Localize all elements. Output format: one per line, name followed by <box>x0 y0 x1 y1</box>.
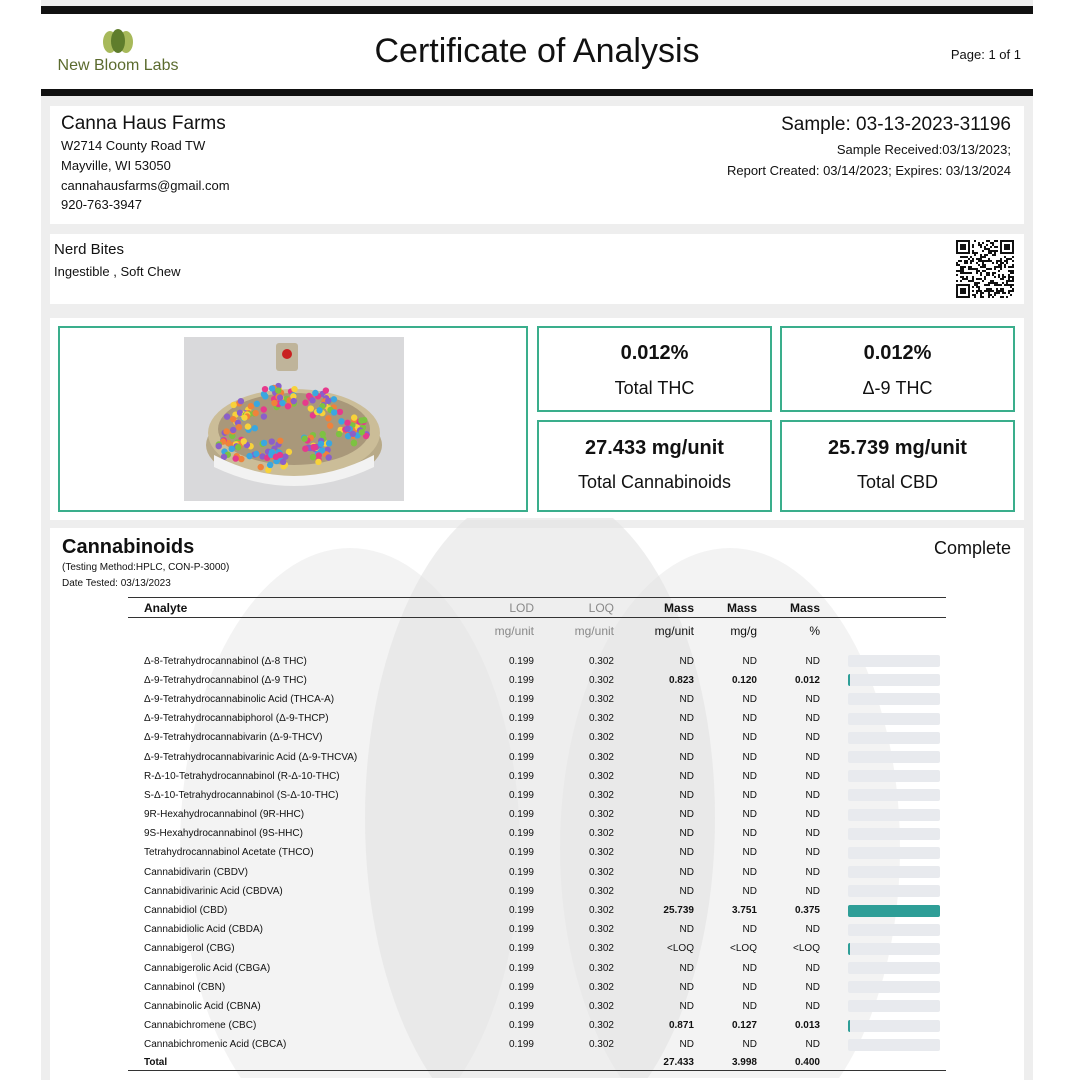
analyte-mass-pct: ND <box>805 713 820 725</box>
analyte-mass-mg-unit: ND <box>679 847 694 859</box>
analyte-bar-cell <box>820 978 946 997</box>
table-row <box>128 863 946 882</box>
analyte-mass-pct: ND <box>805 962 820 974</box>
client-email: cannahausfarms@gmail.com <box>61 178 230 193</box>
analyte-mass-mg-unit: ND <box>679 789 694 801</box>
table-row <box>128 843 946 862</box>
analyte-level-bar <box>848 962 940 974</box>
analyte-loq: 0.302 <box>588 962 614 974</box>
analyte-mass-mg-g: ND <box>742 1000 757 1012</box>
analyte-bar-cell <box>820 767 946 786</box>
analyte-mass-mg-unit: ND <box>679 924 694 936</box>
table-header-row <box>128 598 946 618</box>
analyte-level-bar <box>848 789 940 801</box>
analyte-mass-mg-g: ND <box>742 885 757 897</box>
unit-mg-unit: mg/unit <box>654 623 694 638</box>
table-row <box>128 767 946 786</box>
table-row <box>128 959 946 978</box>
summary-panel <box>50 318 1024 520</box>
analyte-lod: 0.199 <box>508 732 534 744</box>
analyte-mass-pct: ND <box>805 809 820 821</box>
analyte-bar-cell <box>820 728 946 747</box>
analyte-mass-mg-unit: ND <box>679 866 694 878</box>
analyte-mass-mg-g: ND <box>742 962 757 974</box>
cannabinoids-status: Complete <box>933 538 1011 558</box>
analyte-bar-cell <box>820 747 946 766</box>
analyte-name: 9S-Hexahydrocannabinol (9S-HHC) <box>144 828 303 840</box>
col-header-mass-pct: Mass <box>757 598 820 618</box>
client-address-line1: W2714 County Road TW <box>61 138 206 153</box>
testing-method: (Testing Method:HPLC, CON-P-3000) <box>62 562 230 573</box>
page-number: Page: 1 of 1 <box>950 47 1021 62</box>
table-row <box>128 690 946 709</box>
total-mass-pct: 0.400 <box>757 1054 820 1070</box>
analyte-name: Δ-9-Tetrahydrocannabivarin (Δ-9-THCV) <box>144 732 323 744</box>
total-cannabinoids-value: 27.433 mg/unit <box>585 437 724 459</box>
table-row <box>128 1016 946 1035</box>
sample-received: Sample Received:03/13/2023; <box>836 142 1011 157</box>
analyte-level-bar <box>848 1039 940 1051</box>
analyte-mass-pct: ND <box>805 1039 820 1051</box>
table-row <box>128 805 946 824</box>
analyte-mass-mg-g: ND <box>742 789 757 801</box>
unit-pct: % <box>809 623 820 638</box>
table-row <box>128 709 946 728</box>
analyte-loq: 0.302 <box>588 1020 614 1032</box>
analyte-name: Δ-9-Tetrahydrocannabinol (Δ-9 THC) <box>144 674 307 686</box>
analyte-lod: 0.199 <box>508 1039 534 1051</box>
lab-name: New Bloom Labs <box>57 57 179 74</box>
analyte-bar-cell <box>820 690 946 709</box>
analyte-lod: 0.199 <box>508 847 534 859</box>
table-row <box>128 728 946 747</box>
analyte-mass-pct: ND <box>805 751 820 763</box>
analyte-lod: 0.199 <box>508 905 534 917</box>
analyte-mass-mg-unit: ND <box>679 809 694 821</box>
analyte-level-bar <box>848 1020 940 1032</box>
col-header-mass-mg-unit: Mass <box>614 598 694 618</box>
analyte-name: Cannabidivarinic Acid (CBDVA) <box>144 885 283 897</box>
date-tested: Date Tested: 03/13/2023 <box>62 578 171 589</box>
analyte-lod: 0.199 <box>508 866 534 878</box>
table-row <box>128 652 946 671</box>
product-photo <box>184 337 404 501</box>
analyte-name: Δ-9-Tetrahydrocannabiphorol (Δ-9-THCP) <box>144 713 329 725</box>
table-row <box>128 747 946 766</box>
analyte-lod: 0.199 <box>508 655 534 667</box>
analyte-mass-mg-unit: ND <box>679 751 694 763</box>
analyte-name: Cannabidivarin (CBDV) <box>144 866 248 878</box>
analyte-name: Δ-9-Tetrahydrocannabivarinic Acid (Δ-9-THCVA) <box>144 751 358 763</box>
analyte-mass-mg-g: 3.751 <box>731 905 757 917</box>
analyte-bar-cell <box>820 652 946 671</box>
analyte-bar-cell <box>820 709 946 728</box>
col-header-bar <box>820 598 946 618</box>
analyte-name: Δ-9-Tetrahydrocannabinolic Acid (THCA-A) <box>144 693 335 705</box>
analyte-level-bar <box>848 981 940 993</box>
analyte-mass-mg-unit: 0.823 <box>668 674 694 686</box>
total-mass-mg-unit: 27.433 <box>614 1054 694 1070</box>
total-cannabinoids-label: Total Cannabinoids <box>577 472 732 492</box>
analyte-bar-cell <box>820 939 946 958</box>
analyte-level-bar <box>848 943 940 955</box>
units-row <box>128 618 946 644</box>
analyte-mass-pct: ND <box>805 924 820 936</box>
cannabinoids-table <box>128 597 946 1071</box>
product-name: Nerd Bites <box>54 241 125 258</box>
analyte-mass-mg-g: ND <box>742 770 757 782</box>
analyte-bar-cell <box>820 824 946 843</box>
stat-total-thc <box>537 326 772 412</box>
analyte-level-bar <box>848 693 940 705</box>
analyte-level-bar <box>848 885 940 897</box>
table-row <box>128 978 946 997</box>
analyte-mass-mg-g: <LOQ <box>730 943 757 955</box>
table-row <box>128 997 946 1016</box>
unit-loq: mg/unit <box>574 623 614 638</box>
analyte-bar-cell <box>820 805 946 824</box>
analyte-name: Cannabigerol (CBG) <box>144 943 235 955</box>
analyte-level-bar <box>848 809 940 821</box>
analyte-mass-mg-unit: ND <box>679 770 694 782</box>
document-header <box>41 14 1033 89</box>
analyte-lod: 0.199 <box>508 693 534 705</box>
analyte-bar-cell <box>820 671 946 690</box>
analyte-name: Cannabinol (CBN) <box>144 981 226 993</box>
analyte-name: Cannabigerolic Acid (CBGA) <box>144 962 271 974</box>
total-cbd-label: Total CBD <box>856 472 939 492</box>
analyte-level-bar <box>848 713 940 725</box>
analyte-lod: 0.199 <box>508 924 534 936</box>
analyte-mass-mg-unit: 25.739 <box>663 905 694 917</box>
analyte-mass-mg-unit: ND <box>679 828 694 840</box>
table-row <box>128 901 946 920</box>
analyte-level-bar <box>848 655 940 667</box>
analyte-level-bar <box>848 751 940 763</box>
product-photo-frame <box>58 326 528 512</box>
analyte-mass-pct: ND <box>805 847 820 859</box>
sample-id: Sample: 03-13-2023-31196 <box>781 114 1011 135</box>
analyte-level-fill <box>848 943 850 955</box>
analyte-mass-pct: ND <box>805 732 820 744</box>
analyte-bar-cell <box>820 786 946 805</box>
analyte-mass-pct: 0.012 <box>794 674 820 686</box>
client-panel <box>50 106 1024 224</box>
analyte-mass-pct: ND <box>805 828 820 840</box>
analyte-name: R-Δ-10-Tetrahydrocannabinol (R-Δ-10-THC) <box>144 770 340 782</box>
analyte-mass-mg-g: ND <box>742 713 757 725</box>
analyte-bar-cell <box>820 863 946 882</box>
analyte-loq: 0.302 <box>588 1039 614 1051</box>
analyte-loq: 0.302 <box>588 674 614 686</box>
analyte-lod: 0.199 <box>508 1020 534 1032</box>
qr-code-icon[interactable] <box>956 240 1014 303</box>
analyte-mass-mg-g: 0.127 <box>731 1020 757 1032</box>
analyte-mass-mg-unit: ND <box>679 732 694 744</box>
analyte-loq: 0.302 <box>588 789 614 801</box>
d9-thc-value: 0.012% <box>863 342 932 364</box>
analyte-name: Δ-8-Tetrahydrocannabinol (Δ-8 THC) <box>144 655 307 667</box>
analyte-level-bar <box>848 866 940 878</box>
analyte-mass-pct: ND <box>805 770 820 782</box>
analyte-lod: 0.199 <box>508 828 534 840</box>
analyte-bar-cell <box>820 959 946 978</box>
total-label: Total <box>128 1054 458 1070</box>
analyte-level-bar <box>848 924 940 936</box>
analyte-bar-cell <box>820 1035 946 1054</box>
analyte-level-fill <box>848 905 940 917</box>
analyte-mass-mg-g: ND <box>742 847 757 859</box>
analyte-lod: 0.199 <box>508 981 534 993</box>
report-dates: Report Created: 03/14/2023; Expires: 03/13/2024 <box>726 163 1011 178</box>
table-total-row <box>128 1054 946 1070</box>
header-rule <box>41 89 1033 96</box>
analyte-mass-pct: <LOQ <box>793 943 820 955</box>
product-panel <box>50 234 1024 304</box>
analyte-level-bar <box>848 828 940 840</box>
analyte-mass-mg-g: 0.120 <box>731 674 757 686</box>
analyte-mass-pct: ND <box>805 693 820 705</box>
analyte-mass-mg-g: ND <box>742 751 757 763</box>
analyte-name: Cannabinolic Acid (CBNA) <box>144 1000 261 1012</box>
table-row <box>128 882 946 901</box>
cannabinoids-title: Cannabinoids <box>62 536 195 558</box>
analyte-mass-pct: ND <box>805 885 820 897</box>
analyte-lod: 0.199 <box>508 809 534 821</box>
analyte-name: Cannabidiolic Acid (CBDA) <box>144 924 263 936</box>
analyte-level-bar <box>848 770 940 782</box>
analyte-bar-cell <box>820 920 946 939</box>
analyte-mass-mg-unit: <LOQ <box>667 943 694 955</box>
analyte-mass-pct: 0.375 <box>794 905 820 917</box>
analyte-level-bar <box>848 847 940 859</box>
client-phone: 920-763-3947 <box>61 197 142 212</box>
total-thc-value: 0.012% <box>620 342 689 364</box>
analyte-mass-pct: ND <box>805 866 820 878</box>
analyte-loq: 0.302 <box>588 693 614 705</box>
table-spacer <box>128 644 946 652</box>
analyte-name: S-Δ-10-Tetrahydrocannabinol (S-Δ-10-THC) <box>144 789 339 801</box>
analyte-mass-mg-g: ND <box>742 981 757 993</box>
analyte-lod: 0.199 <box>508 789 534 801</box>
analyte-lod: 0.199 <box>508 962 534 974</box>
total-thc-label: Total THC <box>614 378 695 398</box>
table-row <box>128 920 946 939</box>
analyte-loq: 0.302 <box>588 943 614 955</box>
col-header-analyte: Analyte <box>128 598 458 618</box>
analyte-mass-mg-unit: 0.871 <box>668 1020 694 1032</box>
analyte-mass-pct: ND <box>805 789 820 801</box>
analyte-level-fill <box>848 1020 850 1032</box>
analyte-mass-mg-g: ND <box>742 1039 757 1051</box>
analyte-level-fill <box>848 674 850 686</box>
analyte-mass-mg-g: ND <box>742 655 757 667</box>
analyte-name: Tetrahydrocannabinol Acetate (THCO) <box>144 847 314 859</box>
analyte-bar-cell <box>820 997 946 1016</box>
analyte-bar-cell <box>820 843 946 862</box>
analyte-mass-pct: ND <box>805 655 820 667</box>
analyte-mass-mg-g: ND <box>742 693 757 705</box>
analyte-bar-cell <box>820 882 946 901</box>
analyte-loq: 0.302 <box>588 905 614 917</box>
table-row <box>128 939 946 958</box>
analyte-lod: 0.199 <box>508 713 534 725</box>
stat-total-cannabinoids <box>537 420 772 512</box>
table-row <box>128 671 946 690</box>
total-mass-mg-g: 3.998 <box>694 1054 757 1070</box>
analyte-lod: 0.199 <box>508 751 534 763</box>
analyte-mass-mg-unit: ND <box>679 693 694 705</box>
analyte-loq: 0.302 <box>588 732 614 744</box>
analyte-loq: 0.302 <box>588 751 614 763</box>
analyte-mass-mg-unit: ND <box>679 962 694 974</box>
page-title: Certificate of Analysis <box>374 32 700 70</box>
analyte-level-bar <box>848 674 940 686</box>
d9-thc-label: Δ-9 THC <box>862 378 933 398</box>
cannabinoids-panel <box>50 528 1024 1080</box>
analyte-mass-mg-unit: ND <box>679 1039 694 1051</box>
analyte-loq: 0.302 <box>588 847 614 859</box>
analyte-loq: 0.302 <box>588 809 614 821</box>
analyte-name: Cannabidiol (CBD) <box>144 905 228 917</box>
total-cbd-value: 25.739 mg/unit <box>828 437 967 459</box>
analyte-mass-mg-unit: ND <box>679 981 694 993</box>
table-row <box>128 1035 946 1054</box>
analyte-mass-mg-unit: ND <box>679 885 694 897</box>
analyte-name: Cannabichromene (CBC) <box>144 1020 257 1032</box>
top-rule <box>41 6 1033 14</box>
stat-total-cbd <box>780 420 1015 512</box>
col-header-loq: LOQ <box>534 598 614 618</box>
analyte-lod: 0.199 <box>508 1000 534 1012</box>
analyte-loq: 0.302 <box>588 770 614 782</box>
unit-lod: mg/unit <box>494 623 534 638</box>
table-row <box>128 824 946 843</box>
stat-d9-thc <box>780 326 1015 412</box>
analyte-mass-mg-g: ND <box>742 828 757 840</box>
analyte-mass-mg-unit: ND <box>679 655 694 667</box>
analyte-lod: 0.199 <box>508 674 534 686</box>
product-type: Ingestible , Soft Chew <box>54 264 181 279</box>
client-name: Canna Haus Farms <box>61 113 226 134</box>
analyte-bar-cell <box>820 1016 946 1035</box>
analyte-level-bar <box>848 732 940 744</box>
analyte-lod: 0.199 <box>508 885 534 897</box>
analyte-mass-mg-g: ND <box>742 809 757 821</box>
analyte-loq: 0.302 <box>588 828 614 840</box>
table-row <box>128 786 946 805</box>
analyte-mass-mg-unit: ND <box>679 713 694 725</box>
client-address-line2: Mayville, WI 53050 <box>61 158 171 173</box>
analyte-mass-mg-g: ND <box>742 866 757 878</box>
analyte-loq: 0.302 <box>588 885 614 897</box>
analyte-loq: 0.302 <box>588 924 614 936</box>
analyte-mass-mg-unit: ND <box>679 1000 694 1012</box>
analyte-lod: 0.199 <box>508 770 534 782</box>
unit-mg-g: mg/g <box>730 623 757 638</box>
analyte-mass-pct: ND <box>805 981 820 993</box>
analyte-bar-cell <box>820 901 946 920</box>
analyte-level-bar <box>848 1000 940 1012</box>
analyte-mass-pct: ND <box>805 1000 820 1012</box>
analyte-level-bar <box>848 905 940 917</box>
analyte-mass-mg-g: ND <box>742 924 757 936</box>
col-header-mass-mg-g: Mass <box>694 598 757 618</box>
analyte-mass-pct: 0.013 <box>794 1020 820 1032</box>
col-header-lod: LOD <box>458 598 534 618</box>
analyte-lod: 0.199 <box>508 943 534 955</box>
analyte-loq: 0.302 <box>588 866 614 878</box>
analyte-loq: 0.302 <box>588 981 614 993</box>
analyte-name: 9R-Hexahydrocannabinol (9R-HHC) <box>144 809 305 821</box>
analyte-loq: 0.302 <box>588 655 614 667</box>
analyte-mass-mg-g: ND <box>742 732 757 744</box>
analyte-name: Cannabichromenic Acid (CBCA) <box>144 1039 287 1051</box>
analyte-loq: 0.302 <box>588 713 614 725</box>
analyte-loq: 0.302 <box>588 1000 614 1012</box>
